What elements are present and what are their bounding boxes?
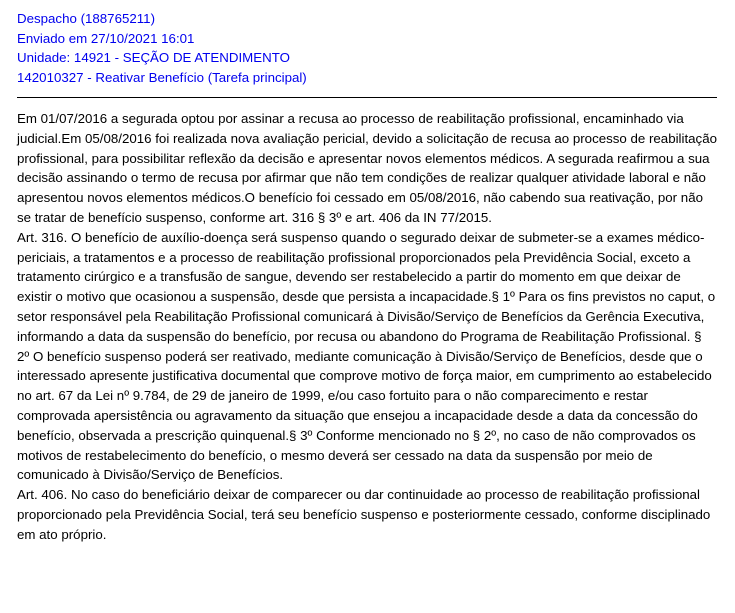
paragraph-decision: Em 01/07/2016 a segurada optou por assinar a recusa ao processo de reabilitação profissional, encaminhado via judicial.Em 05/08/2016 foi realizada nova avaliação pericial, devido a solicitação de recusa ao processo de reabilitação profissional, para possibilitar reflexão da decisão e apresentar novos elementos médicos. A segurada reafirmou a sua decisão assinando o termo de recusa por afirmar que não tem condições de realizar qualquer atividade laboral e não apresentou novos elementos médicos.O benefício foi cessado em 05/08/2016, não cabendo sua reativação, por não se tratar de benefício suspenso, conforme art. 316 § 3º e art. 406 da IN 77/2015. (17, 111, 717, 225)
paragraph-art-316: Art. 316. O benefício de auxílio-doença será suspenso quando o segurado deixar de submeter-se a exames médico-periciais, a tratamentos e a processo de reabilitação profissional proporcionados pela Previdência Social, exceto a tratamento cirúrgico e a transfusão de sangue, devendo ser restabelecido a partir do momento em que deixar de existir o motivo que ocasionou a suspensão, desde que persista a incapacidade.§ 1º Para os fins previstos no caput, o setor responsável pela Reabilitação Profissional comunicará à Divisão/Serviço de Benefícios da Gerência Executiva, informando a data da suspensão do benefício, por recusa ou abandono do Programa de Reabilitação Profissional. § 2º O benefício suspenso poderá ser reativado, mediante comunicação à Divisão/Serviço de Benefícios, desde que o interessado apresente justificativa documental que comprove motivo de força maior, em cumprimento ao estabelecido no art. 67 da Lei nº 9.784, de 29 de janeiro de 1999, e/ou caso fortuito para o não comparecimento e restar comprovada apersistência ou agravamento da situação que ensejou a incapacidade desde a data da concessão do benefício, observada a prescrição quinquenal.§ 3º Conforme mencionado no § 2º, no caso de não comprovados os motivos de restabelecimento do benefício, o mesmo deverá ser cessado na data da suspensão por meio de comunicado à Divisão/Serviço de Benefícios. (17, 229, 716, 483)
document-body (17, 109, 717, 545)
task-name: 142010327 - Reativar Benefício (Tarefa principal) (17, 69, 307, 85)
despacho-title: Despacho (188765211) (17, 11, 155, 26)
unit-name: Unidade: 14921 - SEÇÃO DE ATENDIMENTO (17, 50, 290, 65)
paragraph-art-406: Art. 406. No caso do beneficiário deixar de comparecer ou dar continuidade ao processo de reabilitação profissional proporcionado pela Previdência Social, terá seu benefício suspenso e posteriormente cessado, conforme disciplinado em ato próprio. (17, 487, 711, 542)
sent-date: Enviado em 27/10/2021 16:01 (17, 30, 195, 46)
header-divider (17, 97, 717, 98)
document-header (17, 9, 719, 87)
